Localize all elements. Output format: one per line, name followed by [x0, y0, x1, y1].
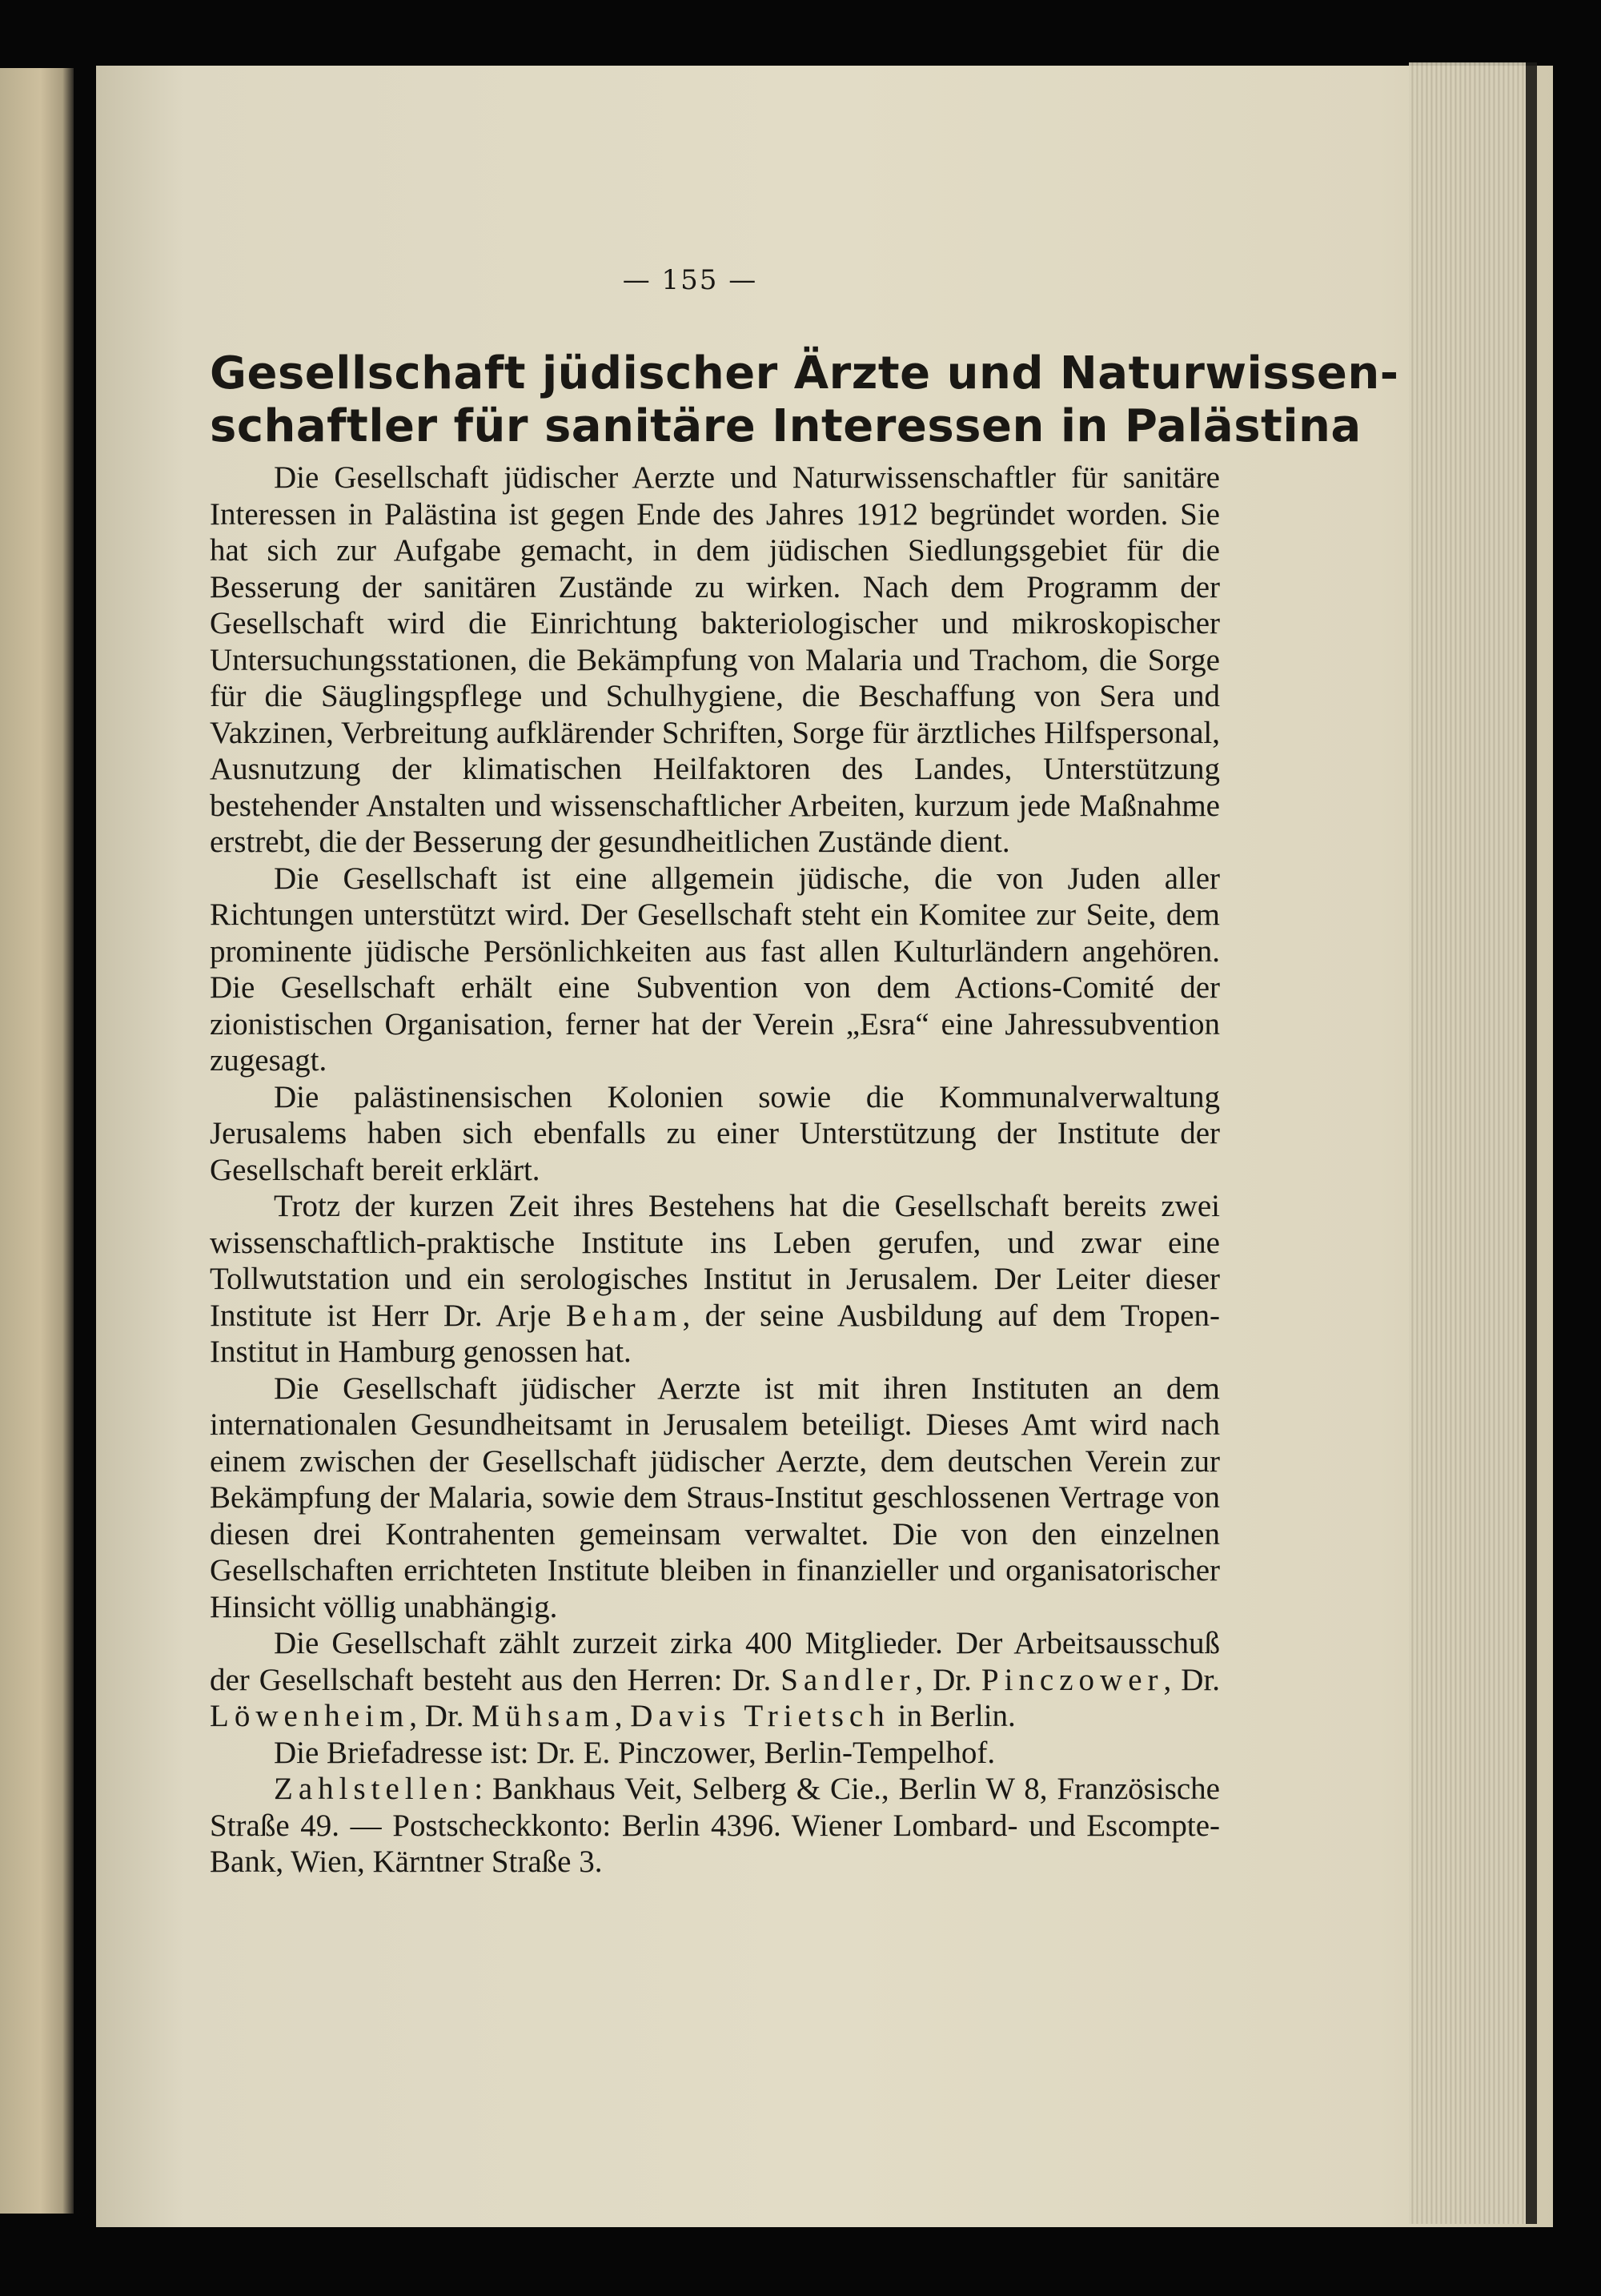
paragraph-6-text-c: , Dr. [1163, 1662, 1221, 1697]
payment-details: : Bankhaus Veit, Selberg & Cie., Berlin W 8, Französische Straße 49. — Postscheckkonto: Berlin 4396. Wiener Lombard- und Escompte-Bank, Wien, Kärntner Straße 3. [210, 1772, 1220, 1879]
payment-label: Zahlstellen [274, 1772, 475, 1806]
person-name-davis-trietsch: Davis Trietsch [630, 1699, 890, 1733]
person-name-pinczower: Pinczower [981, 1662, 1164, 1697]
paragraph-6-text-f: in Berlin. [897, 1699, 1016, 1733]
paragraph-6-text-d: , Dr. [409, 1699, 464, 1733]
article-body [210, 460, 1220, 1881]
person-name-sandler: Sandler [780, 1662, 916, 1697]
page-content [210, 264, 1399, 1881]
page-number: — 155 — [622, 264, 758, 296]
paragraph-8 [210, 1771, 1220, 1881]
paragraph-1: Die Gesellschaft jüdischer Aerzte und Naturwissenschaftler für sanitäre Interessen in Palästina ist gegen Ende des Jahres 1912 begründet worden. Sie hat sich zur Aufgabe gemacht, in dem jüdischen Siedlungsgebiet für die Besserung der sanitären Zustände zu wirken. Nach dem Programm der Gesellschaft wird die Einrichtung bakteriologischer und mikroskopischer Untersuchungsstationen, die Bekämpfung von Malaria und Trachom, die Sorge für die Säuglingspflege und Schulhygiene, die Beschaffung von Sera und Vakzinen, Verbreitung aufklärender Schriften, Sorge für ärztliches Hilfspersonal, Ausnutzung der klimatischen Heilfaktoren des Landes, Unterstützung bestehender Anstalten und wissenschaftlicher Arbeiten, kurzum jede Maßnahme erstrebt, die der Besserung der gesundheitlichen Zustände dient. [210, 460, 1220, 859]
person-name-beham: Beham [565, 1298, 683, 1333]
heading-line-2: schaftler für sanitäre Interessen in Palästina [210, 400, 1362, 452]
paragraph-7: Die Briefadresse ist: Dr. E. Pinczower, Berlin-Tempelhof. [274, 1735, 996, 1770]
paragraph-6-text-e: , [614, 1699, 623, 1733]
paragraph-4-text-b: , der seine Ausbildung auf dem Tropen-Institut in Hamburg genossen hat. [210, 1298, 1220, 1369]
paragraph-3: Die palästinensischen Kolonien sowie die Kommunalverwaltung Jerusalems haben sich ebenfalls zu einer Unterstützung der Institute der Gesellschaft bereit erklärt. [210, 1079, 1220, 1187]
page-stack-edges [1409, 62, 1537, 2224]
paragraph-2: Die Gesellschaft ist eine allgemein jüdische, die von Juden aller Richtungen unterstützt wird. Der Gesellschaft steht ein Komitee zur Seite, dem prominente jüdische Persönlichkeiten aus fast allen Kulturländern angehören. Die Gesellschaft erhält eine Subvention von dem Actions-Comité der zionistischen Organisation, ferner hat der Verein „Esra“ eine Jahressubvention zugesagt. [210, 861, 1220, 1078]
person-name-loewenheim: Löwenheim [210, 1699, 410, 1733]
paragraph-5: Die Gesellschaft jüdischer Aerzte ist mit ihren Instituten an dem internationalen Gesundheitsamt in Jerusalem beteiligt. Dieses Amt wird nach einem zwischen der Gesellschaft jüdischer Aerzte, dem deutschen Verein zur Bekämpfung der Malaria, sowie dem Straus-Institut geschlossenen Vertrage von diesen drei Kontrahenten gemeinsam verwaltet. Die von den einzelnen Gesellschaften errichteten Institute bleiben in finanzieller und organisatorischer Hinsicht völlig unabhängig. [210, 1371, 1220, 1624]
paragraph-4-text-a: Trotz der kurzen Zeit ihres Bestehens hat die Gesellschaft bereits zwei wissenschaftlich-praktische Institute ins Leben gerufen, und zwar eine Tollwutstation und ein serologisches Institut in Jerusalem. Der Leiter dieser Institute ist Herr Dr. Arje [210, 1189, 1220, 1333]
paragraph-6-text-a: Die Gesellschaft zählt zurzeit zirka 400 Mitglieder. Der Arbeitsausschuß der Gesellschaft besteht aus den Herren: Dr. [210, 1626, 1220, 1697]
left-page-edge [0, 68, 74, 2214]
heading-line-1: Gesellschaft jüdischer Ärzte und Naturwissen- [210, 347, 1399, 399]
page-heading [210, 347, 1399, 453]
person-name-muehsam: Mühsam [471, 1699, 615, 1733]
paragraph-6 [210, 1625, 1220, 1735]
paragraph-4 [210, 1188, 1220, 1371]
paragraph-6-text-b: , Dr. [915, 1662, 972, 1697]
